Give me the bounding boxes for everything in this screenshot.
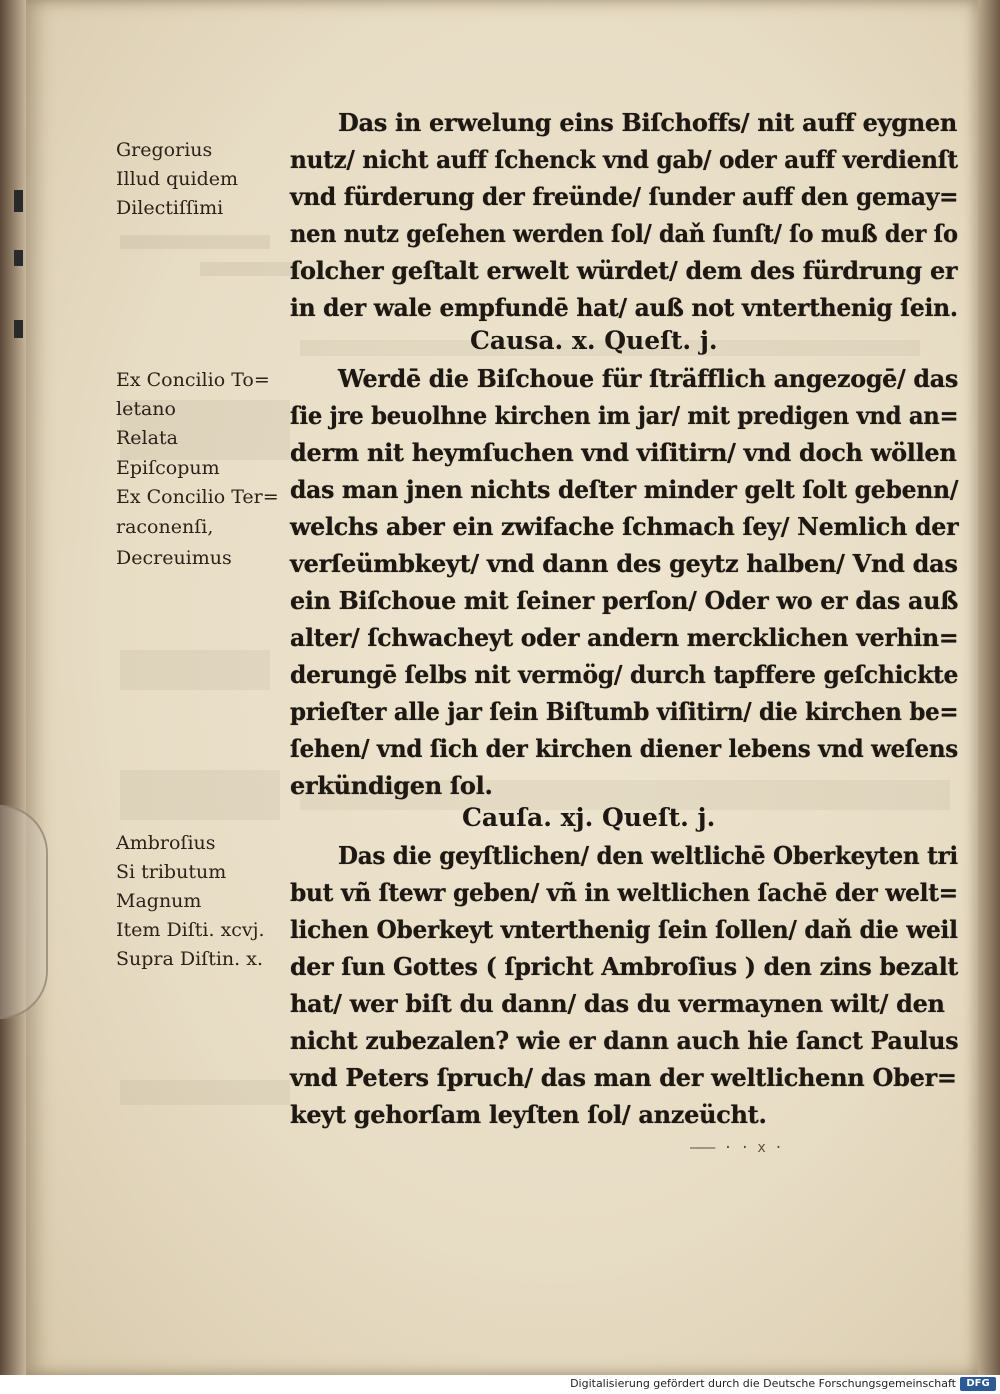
marginal-note: letano bbox=[116, 398, 176, 420]
footer-credit: Digitalisierung gefördert durch die Deutsche Forschungsgemeinschaft bbox=[570, 1377, 956, 1390]
right-page-edge bbox=[978, 0, 1000, 1375]
binding-marks bbox=[14, 190, 24, 350]
text-line: welchs aber ein zwifache ſchmach ſey/ Nemlich der bbox=[290, 512, 959, 541]
text-line: lichen Oberkeyt vnterthenig ſein ſollen/ daň die weil bbox=[290, 915, 958, 944]
text-line: keyt gehorſam leyſten ſol/ anzeücht. bbox=[290, 1100, 767, 1129]
text-line: Das die geyſtlichen/ den weltlichē Oberkeyten tri bbox=[338, 841, 958, 870]
marginal-note: Illud quidem bbox=[116, 168, 238, 190]
text-line: alter/ ſchwacheyt oder andern mercklichen verhin= bbox=[290, 623, 959, 652]
marginal-note: Ex Concilio To= bbox=[116, 369, 270, 391]
text-line: but vñ ſtewr geben/ vñ in weltlichen ſachē der welt= bbox=[290, 878, 958, 907]
marginal-note: Item Diſti. xcvj. bbox=[116, 919, 265, 941]
marginal-note: Si tributum bbox=[116, 861, 227, 883]
dfg-logo: DFG bbox=[960, 1377, 996, 1391]
text-line: prieſter alle jar ſein Biſtumb viſitirn/ die kirchen be= bbox=[290, 697, 959, 726]
text-line: das man jnen nichts deſter minder gelt ſolt gebenn/ bbox=[290, 475, 959, 504]
marginal-note: Relata bbox=[116, 427, 178, 449]
marginal-note: Gregorius bbox=[116, 139, 213, 161]
marginal-note: raconenſi, bbox=[116, 516, 214, 538]
text-line: Werdē die Biſchoue für ſträfflich angezogē/ das bbox=[338, 364, 958, 393]
text-line: Das in erwelung eins Biſchoffs/ nit auff eygnen bbox=[338, 108, 958, 137]
text-line: ſie jre beuolhne kirchen im jar/ mit predigen vnd an= bbox=[290, 401, 959, 430]
text-line: vnd fürderung der freünde/ ſunder auff den gemay= bbox=[290, 182, 959, 211]
stray-ink-marks: ––– · · x · bbox=[690, 1140, 783, 1156]
marginal-note: Epiſcopum bbox=[116, 457, 220, 479]
text-line: ein Biſchoue mit ſeiner perſon/ Oder wo er das auß bbox=[290, 586, 959, 615]
section-heading: Cauſa. xj. Queſt. j. bbox=[462, 803, 716, 832]
digitization-footer bbox=[0, 1375, 1000, 1394]
text-line: derungē ſelbs nit vermög/ durch tapffere geſchickte bbox=[290, 660, 959, 689]
text-line: nicht zubezalen? wie er dann auch hie ſanct Paulus bbox=[290, 1026, 959, 1055]
text-line: vnd Peters ſpruch/ das man der weltlichenn Ober= bbox=[290, 1063, 957, 1092]
text-line: nutz/ nicht auff ſchenck vnd gab/ oder auff verdienſt bbox=[290, 145, 958, 174]
text-line: derm nit heymſuchen vnd viſitirn/ vnd doch wöllen bbox=[290, 438, 957, 467]
paper-clip-shadow bbox=[0, 805, 48, 1019]
text-line: der ſun Gottes ( ſpricht Ambroſius ) den zins bezalt bbox=[290, 952, 959, 981]
text-line: in der wale empfundē hat/ auß not vnterthenig ſein. bbox=[290, 293, 958, 322]
marginal-note: Magnum bbox=[116, 890, 202, 912]
text-line: erkündigen ſol. bbox=[290, 771, 493, 800]
text-line: hat/ wer biſt du dann/ das du vermaynen wilt/ den bbox=[290, 989, 945, 1018]
marginal-note: Supra Diſtin. x. bbox=[116, 948, 263, 970]
marginal-note: Dilectiſſimi bbox=[116, 197, 224, 219]
marginal-note: Ambroſius bbox=[116, 832, 216, 854]
text-line: ſolcher geſtalt erwelt würdet/ dem des fürdrung er bbox=[290, 256, 958, 285]
text-line: nen nutz geſehen werden ſol/ daň ſunſt/ ſo muß der ſo bbox=[290, 219, 958, 248]
section-heading: Causa. x. Queſt. j. bbox=[470, 326, 718, 355]
marginal-note: Ex Concilio Ter= bbox=[116, 486, 279, 508]
text-line: ſehen/ vnd ſich der kirchen diener lebens vnd weſens bbox=[290, 734, 958, 763]
text-line: verſeümbkeyt/ vnd dann des geytz halben/ Vnd das bbox=[290, 549, 958, 578]
marginal-note: Decreuimus bbox=[116, 547, 232, 569]
